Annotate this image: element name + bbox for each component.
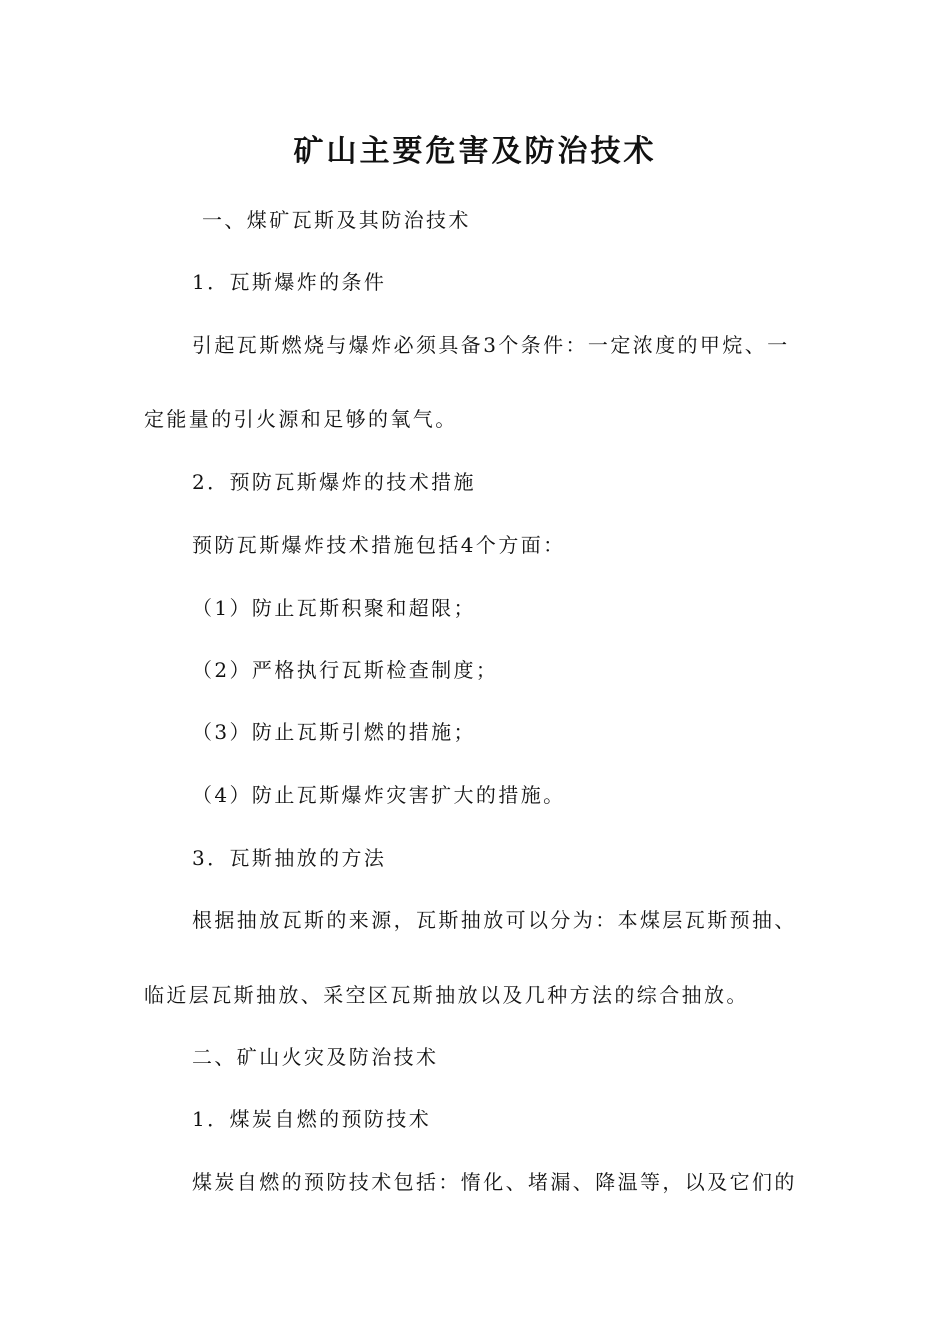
paragraph-line: 预防瓦斯爆炸技术措施包括4个方面：	[192, 533, 566, 557]
subsection-heading: 3．瓦斯抽放的方法	[192, 846, 387, 870]
paragraph-line: 引起瓦斯燃烧与爆炸必须具备3个条件：一定浓度的甲烷、一	[192, 333, 790, 357]
subsection-heading: 1．瓦斯爆炸的条件	[192, 270, 387, 294]
paragraph-line: 根据抽放瓦斯的来源，瓦斯抽放可以分为：本煤层瓦斯预抽、	[192, 908, 797, 932]
list-item: （3）防止瓦斯引燃的措施；	[192, 720, 476, 744]
subsection-heading: 2．预防瓦斯爆炸的技术措施	[192, 470, 476, 494]
paragraph-line: 定能量的引火源和足够的氧气。	[144, 407, 458, 431]
list-item: （2）严格执行瓦斯检查制度；	[192, 658, 499, 682]
section-heading-1: 一、煤矿瓦斯及其防治技术	[202, 208, 471, 232]
subsection-heading: 1．煤炭自燃的预防技术	[192, 1107, 432, 1131]
paragraph-line: 临近层瓦斯抽放、采空区瓦斯抽放以及几种方法的综合抽放。	[144, 983, 749, 1007]
list-item: （1）防止瓦斯积聚和超限；	[192, 596, 476, 620]
list-item: （4）防止瓦斯爆炸灾害扩大的措施。	[192, 783, 566, 807]
paragraph-line: 煤炭自燃的预防技术包括：惰化、堵漏、降温等，以及它们的	[192, 1170, 797, 1194]
section-heading-2: 二、矿山火灾及防治技术	[192, 1045, 439, 1069]
document-title: 矿山主要危害及防治技术	[293, 134, 657, 169]
